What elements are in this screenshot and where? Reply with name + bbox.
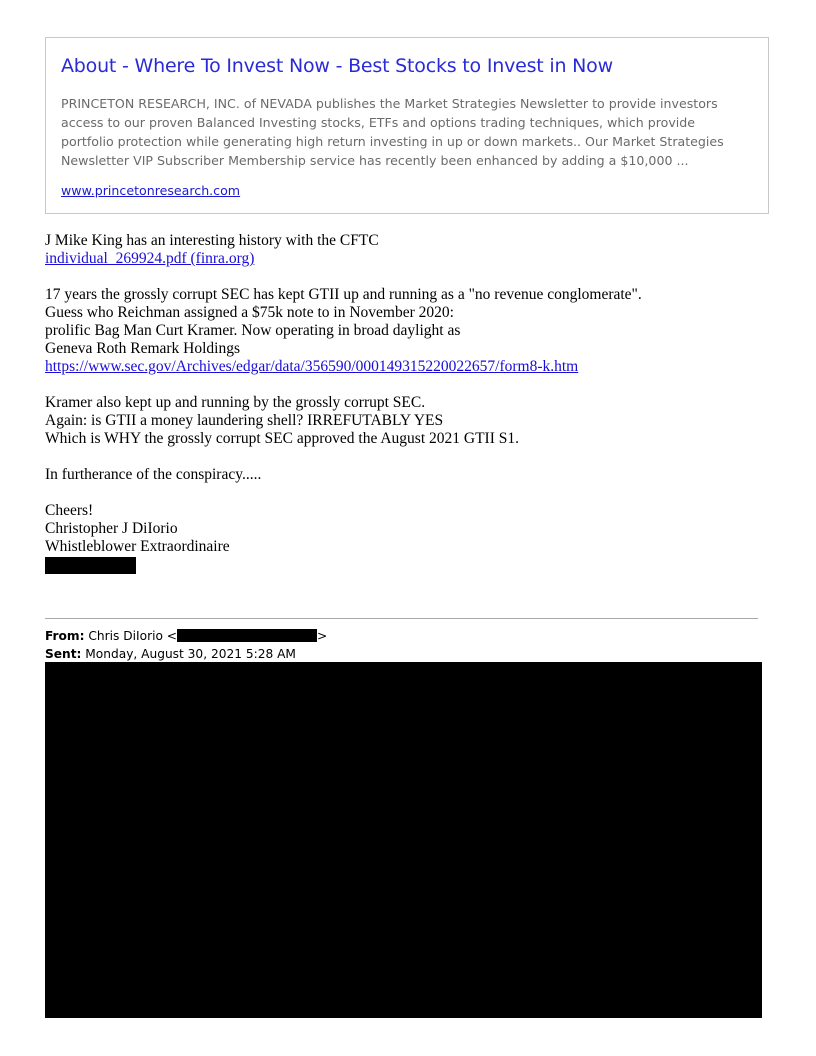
body-line: Again: is GTII a money laundering shell? IRREFUTABLY YES (45, 412, 444, 429)
body-line: Geneva Roth Remark Holdings (45, 340, 241, 357)
sent-value: Monday, August 30, 2021 5:28 AM (81, 647, 296, 661)
email-header (45, 627, 327, 663)
body-line: In furtherance of the conspiracy..... (45, 466, 262, 483)
body-line: prolific Bag Man Curt Kramer. Now operating in broad daylight as (45, 322, 461, 339)
result-description: PRINCETON RESEARCH, INC. of NEVADA publishes the Market Strategies Newsletter to provide investors access to our proven Balanced Investing stocks, ETFs and options trading techniques, which provide portfolio protection while generating high return investing in up or down markets.. Our Market Strategies Newsletter VIP Subscriber Membership service has recently been enhanced by adding a $10,000 ... (61, 96, 724, 168)
signature-line: Christopher J DiIorio (45, 520, 178, 537)
redaction-box (45, 557, 136, 574)
sec-filing-link[interactable]: https://www.sec.gov/Archives/edgar/data/356590/000149315220022657/form8-k.htm (45, 358, 579, 375)
sent-label: Sent: (45, 647, 82, 661)
sent-row (45, 645, 327, 663)
signature-line: Whistleblower Extraordinaire (45, 538, 230, 555)
body-line: Kramer also kept up and running by the grossly corrupt SEC. (45, 394, 426, 411)
redaction-box (177, 629, 317, 642)
from-row (45, 627, 327, 645)
body-line: Which is WHY the grossly corrupt SEC approved the August 2021 GTII S1. (45, 430, 519, 447)
body-line: Guess who Reichman assigned a $75k note to in November 2020: (45, 304, 454, 321)
body-line: J Mike King has an interesting history with the CFTC (45, 232, 379, 249)
divider (45, 618, 758, 619)
email-body (45, 232, 785, 574)
result-title-link[interactable]: About - Where To Invest Now - Best Stocks to Invest in Now (61, 55, 613, 77)
finra-pdf-link[interactable]: individual_269924.pdf (finra.org) (45, 250, 255, 267)
from-close: > (317, 629, 328, 643)
from-name: Chris DiIorio < (84, 629, 178, 643)
search-result-card (45, 37, 769, 214)
body-line: 17 years the grossly corrupt SEC has kept GTII up and running as a "no revenue conglomerate". (45, 286, 642, 303)
signature-line: Cheers! (45, 502, 94, 519)
redaction-box (45, 662, 762, 1018)
result-url-link[interactable]: www.princetonresearch.com (61, 183, 241, 198)
from-label: From: (45, 629, 85, 643)
